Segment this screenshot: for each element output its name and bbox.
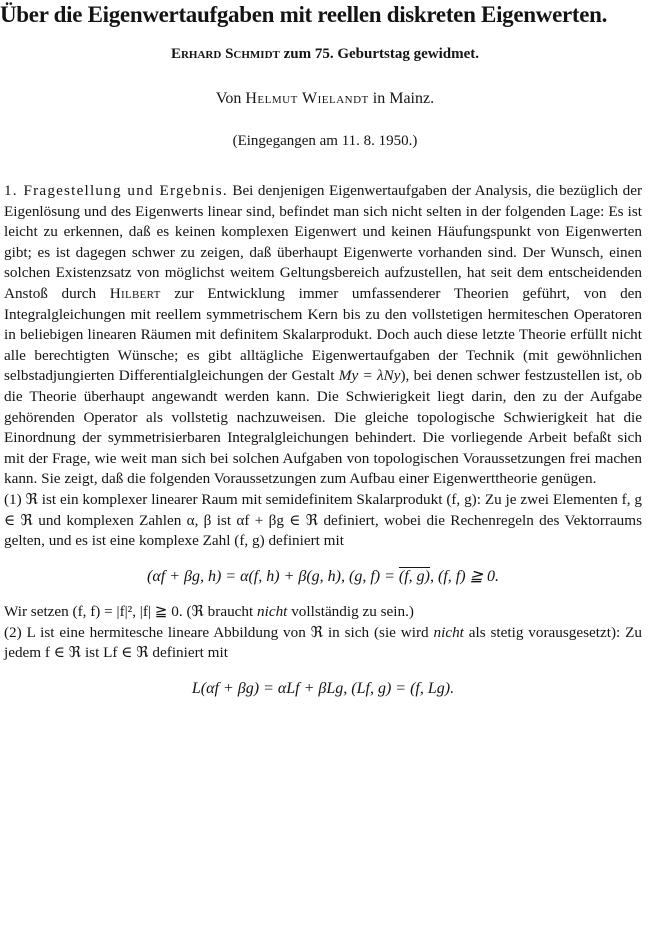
formula-scalar-product [4, 567, 642, 588]
paragraph-text-a: Bei denjenigen Eigenwertaufgaben der Analysis, die bezüglich der Eigenlösung und des Eigenwerts linear sind, befindet man sich nicht selten in der folgenden Lage: Es ist leicht zu erkennen, daß es keinen komplexen Eigenwert und keinen Häufungspunkt von Eigenwerten gibt; es ist dagegen schwer zu zeigen, daß überhaupt Eigenwerte vorhanden sind. Der Wunsch, einen solchen Existenzsatz von möglichst weitem Geltungsbereich aufzustellen, hat seit dem entscheidenden Anstoß durch [4, 182, 643, 302]
assumption-2 [4, 623, 642, 664]
section-heading: 1. Fragestellung und Ergebnis. [4, 182, 228, 199]
author-name: Helmut Wielandt [245, 90, 369, 107]
inline-equation: My = λNy [338, 367, 401, 385]
byline-prefix: Von [215, 90, 246, 107]
section-1-paragraph [4, 181, 642, 490]
formula-linear-map: L(αf + βg) = αLf + βLg, (Lf, g) = (f, Lg). [191, 680, 455, 698]
byline-suffix: in Mainz. [368, 90, 435, 107]
assumption-1: (1) ℜ ist ein komplexer linearer Raum mit semidefinitem Skalarprodukt (f, g): Zu je zwei Elementen f, g ∈ ℜ und komplexen Zahlen α, β ist αf + βg ∈ ℜ definiert, wobei die Rechenregeln des Vektorraums gelten, und es ist eine komplexe Zahl (f, g) definiert mit [4, 490, 642, 550]
dedication-text: zum 75. Geburtstag gewidmet. [279, 46, 479, 62]
hilbert-name: Hilbert [109, 284, 161, 302]
nicht-emphasis-2: nicht [433, 623, 464, 641]
assumption-2-text-b: als stetig vorausgesetzt): Zu jedem f ∈ ℜ ist Lf ∈ ℜ definiert mit [4, 623, 642, 662]
received-date: (Eingegangen am 11. 8. 1950.) [232, 133, 418, 149]
dedication [0, 46, 650, 63]
author-byline [0, 90, 650, 108]
dedication-name: Erhard Schmidt [170, 46, 280, 62]
formula-part-b: , (f, f) ≧ 0. [430, 567, 499, 585]
paragraph-text-c: ), bei denen schwer festzustellen ist, ob die Theorie überhaupt angewandt werden kann. Die Schwierigkeit liegt darin, den zu der Aufgabe gehörenden Operator als vollstetig nachzuweisen. Die gleiche topologische Schwierigkeit hat die Einordnung der symmetrisierbaren Integralgleichungen behindert. Die vorliegende Arbeit befaßt sich mit der Frage, wie weit man sich bei solchen Aufgaben von topologischen Voraussetzungen frei machen kann. Sie zeigt, daß die folgenden Voraussetzungen zum Aufbau einer Eigenwerttheorie genügen. [4, 367, 642, 488]
formula-conjugate: (f, g) [398, 567, 431, 585]
article-body [4, 181, 642, 715]
norm-text-a: Wir setzen (f, f) = |f|², |f| ≧ 0. (ℜ braucht [4, 603, 258, 621]
formula-part-a: (αf + βg, h) = α(f, h) + β(g, h), (g, f) = [147, 567, 399, 585]
paragraph-text-b: zur Entwicklung immer umfassenderer Theorien geführt, von den Integralgleichungen mit reellem symmetrischem Kern bis zu den vollstetigen hermiteschen Operatoren in beliebigen linearen Räumen mit definitem Skalarprodukt. Doch auch diese letzte Theorie erfüllt nicht alle berechtigten Wünsche; es gibt alltägliche Eigenwertaufgaben der Technik (mit gewöhnlichen selbstadjungierten Differentialgleichungen der Gestalt [4, 284, 642, 385]
assumption-2-text-a: (2) L ist eine hermitesche lineare Abbildung von ℜ in sich (sie wird [4, 623, 434, 641]
norm-text-b: vollständig zu sein.) [287, 603, 414, 621]
nicht-emphasis-1: nicht [257, 603, 288, 621]
norm-definition [4, 602, 642, 623]
article-title: Über die Eigenwertaufgaben mit reellen diskreten Eigenwerten. [0, 2, 608, 27]
